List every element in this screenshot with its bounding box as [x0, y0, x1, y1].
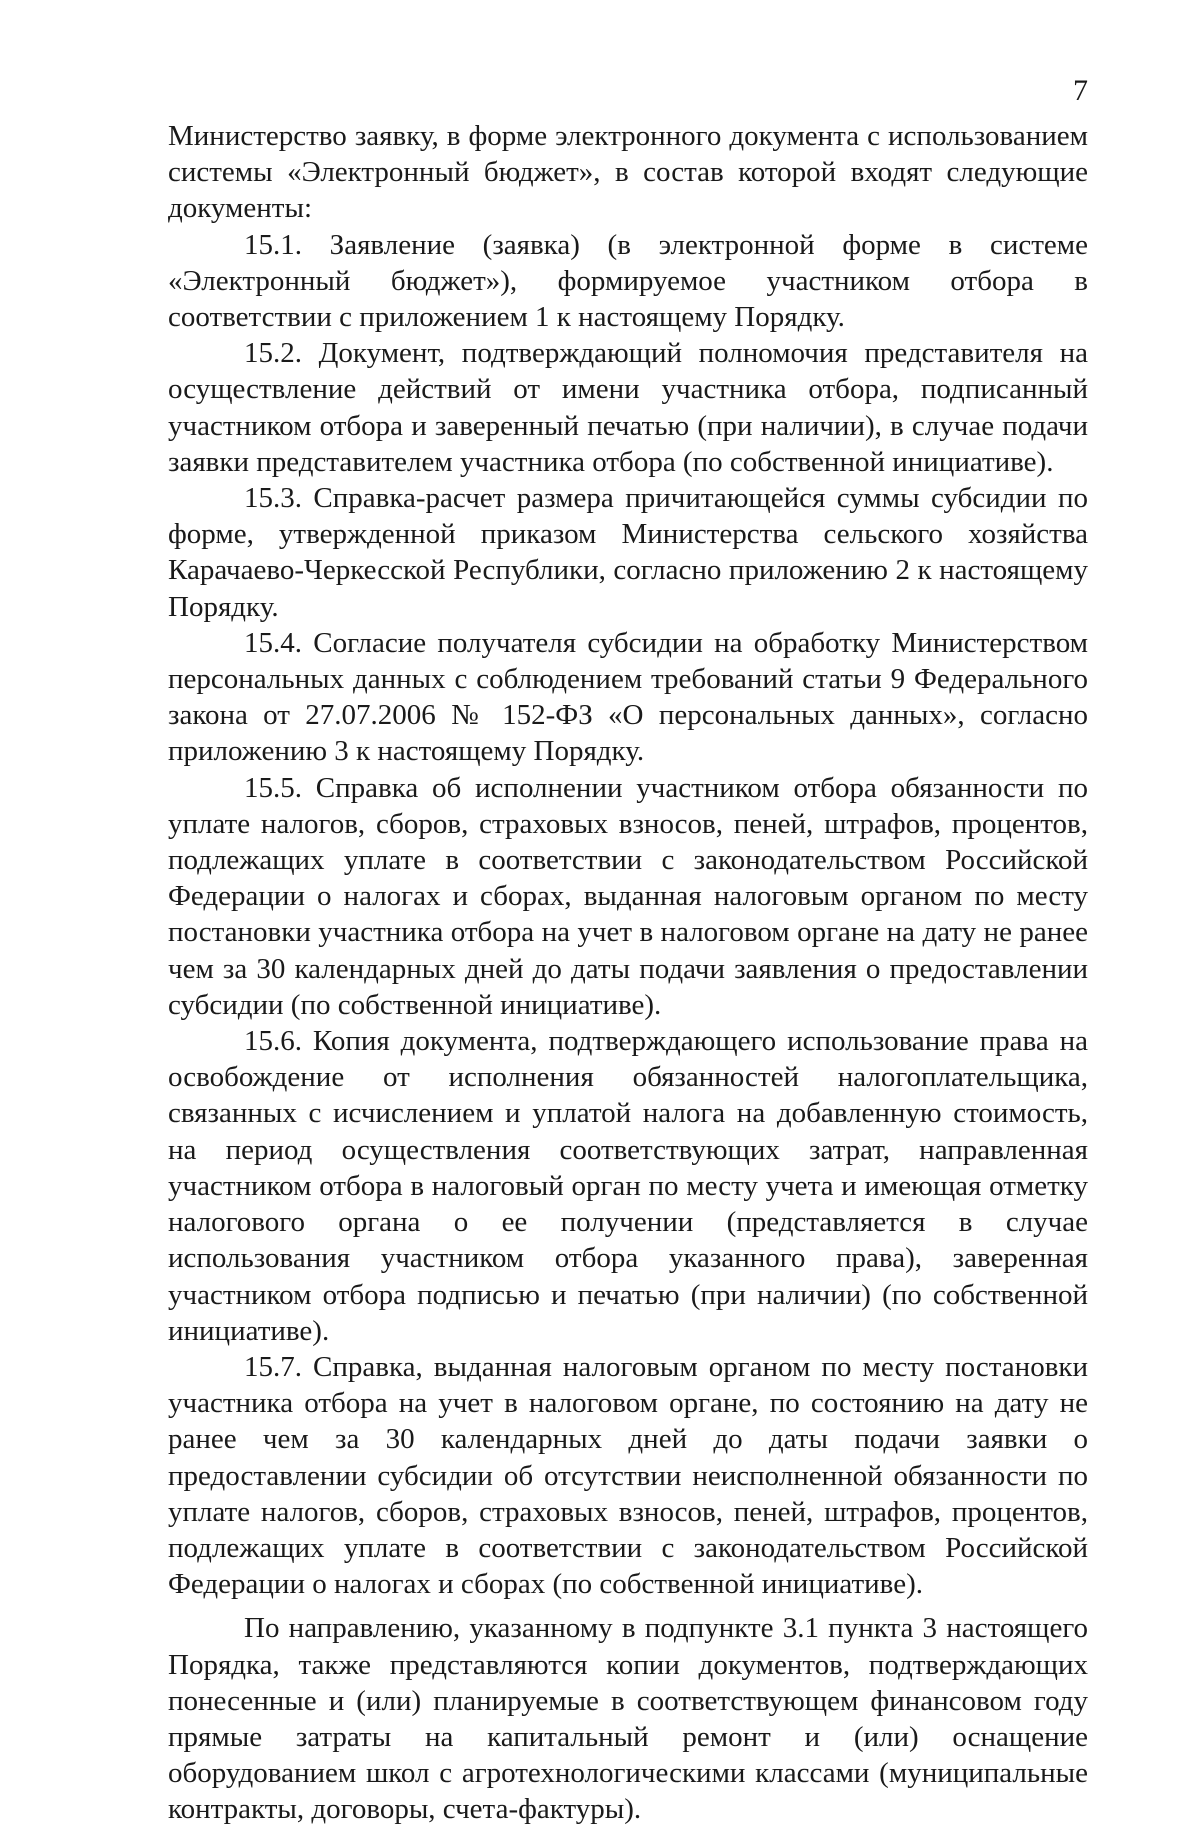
paragraph-15-7: 15.7. Справка, выданная налоговым органом по месту постановки участника отбора на учет в налоговом органе, по состоянию на дату не ранее чем за 30 календарных дней до даты подачи заявки о предоставлении субсидии об отсутствии неисполненной обязанности по уплате налогов, сборов, страховых взносов, пеней, штрафов, процентов, подлежащих уплате в соответствии с законодательством Российской Федерации о налогах и сборах (по собственной инициативе). — [168, 1350, 1088, 1601]
document-body — [168, 118, 1088, 1828]
paragraph-direction-note: По направлению, указанному в подпункте 3.1 пункта 3 настоящего Порядка, также представляются копии документов, подтверждающих понесенные и (или) планируемые в соответствующем финансовом году прямые затраты на капитальный ремонт и (или) оснащение оборудованием школ с агротехнологическими классами (муниципальные контракты, договоры, счета-фактуры). — [168, 1612, 1088, 1826]
paragraph-15-3: 15.3. Справка-расчет размера причитающейся суммы субсидии по форме, утвержденной приказом Министерства сельского хозяйства Карачаево-Черкесской Республики, согласно приложению 2 к настоящему Порядку. — [168, 482, 1088, 623]
paragraph-15-5: 15.5. Справка об исполнении участником отбора обязанности по уплате налогов, сборов, страховых взносов, пеней, штрафов, процентов, подлежащих уплате в соответствии с законодательством Российской Федерации о налогах и сборах, выданная налоговым органом по месту постановки участника отбора на учет в налоговом органе на дату не ранее чем за 30 календарных дней до даты подачи заявления о предоставлении субсидии (по собственной инициативе). — [168, 771, 1088, 1021]
paragraph-15-6: 15.6. Копия документа, подтверждающего использование права на освобождение от исполнения обязанностей налогоплательщика, связанных с исчислением и уплатой налога на добавленную стоимость, на период осуществления соответствующих затрат, направленная участником отбора в налоговый орган по месту учета и имеющая отметку налогового органа о ее получении (представляется в случае использования участником отбора указанного права), заверенная участником отбора подписью и печатью (при наличии) (по собственной инициативе). — [168, 1025, 1088, 1347]
paragraph-intro: Министерство заявку, в форме электронного документа с использованием системы «Электронный бюджет», в состав которой входят следующие документы: — [168, 120, 1088, 225]
paragraph-15-1: 15.1. Заявление (заявка) (в электронной форме в системе «Электронный бюджет»), формируемое участником отбора в соответствии с приложением 1 к настоящему Порядку. — [168, 228, 1088, 334]
paragraph-15-2: 15.2. Документ, подтверждающий полномочия представителя на осуществление действий от имени участника отбора, подписанный участником отбора и заверенный печатью (при наличии), в случае подачи заявки представителем участника отбора (по собственной инициативе). — [168, 337, 1088, 478]
paragraph-15-4: 15.4. Согласие получателя субсидии на обработку Министерством персональных данных с соблюдением требований статьи 9 Федерального закона от 27.07.2006 № 152-ФЗ «О персональных данных», согласно приложению 3 к настоящему Порядку. — [168, 626, 1088, 768]
page-number: 7 — [1073, 74, 1088, 107]
